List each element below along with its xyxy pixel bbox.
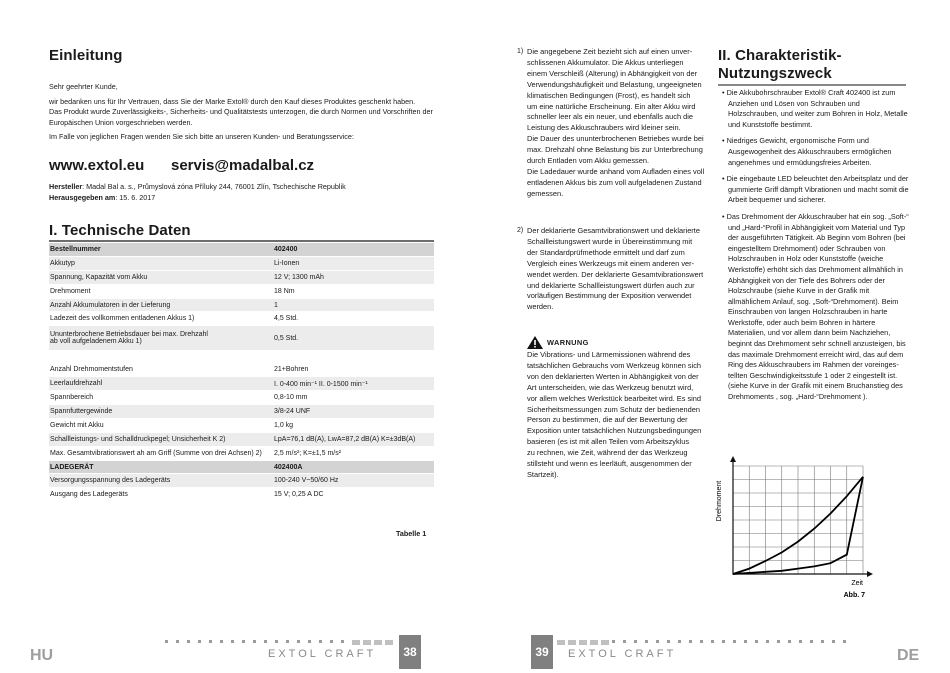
footer-dot bbox=[220, 640, 223, 643]
table-caption: Tabelle 1 bbox=[396, 529, 427, 538]
warning-heading bbox=[527, 336, 589, 349]
spec-value: 12 V; 1300 mAh bbox=[273, 270, 434, 284]
footer-dots bbox=[557, 640, 857, 646]
text-line: durch Entladen vom Akku gemessen. bbox=[527, 156, 650, 166]
footer-dot bbox=[253, 640, 256, 643]
bullet-item: • Niedriges Gewicht, ergonomische Form und Ausgewogenheit des Akkuschraubers ermöglichen angenehmes und ermüdungsfreies Arbeiten. bbox=[722, 136, 892, 167]
footer-dot bbox=[308, 640, 311, 643]
footer-dot bbox=[187, 640, 190, 643]
section-title-line: Nutzungszweck bbox=[718, 65, 832, 82]
footer-dot bbox=[275, 640, 278, 643]
spec-row bbox=[49, 418, 434, 432]
spec-value: 100-240 V~50/60 Hz bbox=[273, 474, 434, 488]
spec-value: 3/8-24 UNF bbox=[273, 405, 434, 419]
spec-label: Ausgang des Ladegeräts bbox=[49, 488, 273, 502]
text-line: wendet werden. Der deklarierte Gesamtvibrationswert bbox=[527, 269, 704, 279]
spec-value: 4,5 Std. bbox=[273, 312, 434, 326]
spec-label: Ladezeit des vollkommen entladenen Akkus 1) bbox=[49, 312, 273, 326]
footer-dot bbox=[264, 640, 267, 643]
footer-dot bbox=[579, 640, 587, 645]
footer-dot bbox=[590, 640, 598, 645]
spec-label: Akkutyp bbox=[49, 256, 273, 270]
spec-row bbox=[49, 488, 434, 502]
specs-title: I. Technische Daten bbox=[49, 222, 191, 239]
footer-dot bbox=[176, 640, 179, 643]
spec-value: 402400 bbox=[273, 243, 434, 256]
spec-row bbox=[49, 432, 434, 446]
bullet-item: • Die Akkubohrschrauber Extol® Craft 402400 ist zum Anziehen und Lösen von Schrauben und Holzschrauben, und weiter zum Bohren in Holz, Metalle und Kunststoffe bestimmt. bbox=[722, 88, 908, 129]
text-line: schlissenen Akkumulator. Die Akkus unterliegen bbox=[527, 57, 684, 67]
text-line: basieren (es ist mit allen Teilen vom Arbeitszyklus bbox=[527, 437, 690, 447]
intro-line: wir bedanken uns für Ihr Vertrauen, dass Sie der Marke Extol® durch den Kauf dieses Produktes geschenkt haben. bbox=[49, 96, 416, 106]
footer-dot bbox=[209, 640, 212, 643]
spec-value: LpA=76,1 dB(A), LwA=87,2 dB(A) K=±3dB(A) bbox=[273, 432, 434, 446]
footer-dot bbox=[821, 640, 824, 643]
text-line: Person zu bestimmen, die auf der Bewertung der bbox=[527, 415, 688, 425]
spec-row bbox=[49, 312, 434, 326]
spec-value: 0,5 Std. bbox=[273, 326, 434, 351]
spec-label: LADEGERÄT bbox=[49, 460, 273, 474]
chart-axis-arrow bbox=[730, 456, 736, 462]
footer-dot bbox=[843, 640, 846, 643]
chart-xlabel: Zeit bbox=[851, 580, 863, 587]
section-title-line: II. Charakteristik- bbox=[718, 47, 842, 64]
footer-dot bbox=[242, 640, 245, 643]
spec-row bbox=[49, 326, 434, 351]
spec-value bbox=[273, 351, 434, 363]
manufacturer-label: Hersteller bbox=[49, 182, 83, 191]
section-title bbox=[718, 47, 842, 83]
footer-dot bbox=[374, 640, 382, 645]
specs-rule bbox=[49, 240, 434, 242]
text-line: um eine natürliche Erscheinung. Ein alter Akku wird bbox=[527, 101, 696, 111]
footer-dot bbox=[810, 640, 813, 643]
spec-row bbox=[49, 284, 434, 298]
footer-dot bbox=[656, 640, 659, 643]
spec-value: 2,5 m/s²; K=±1,5 m/s² bbox=[273, 446, 434, 460]
footer-dot bbox=[634, 640, 637, 643]
spec-row bbox=[49, 474, 434, 488]
spec-value: Li-Ionen bbox=[273, 256, 434, 270]
footnote2-mark: 2) bbox=[517, 227, 524, 234]
brand-logo: EXTOL CRAFT bbox=[568, 648, 677, 660]
spec-label: Drehmoment bbox=[49, 284, 273, 298]
footer-dot bbox=[722, 640, 725, 643]
chart-axes bbox=[733, 460, 869, 574]
spec-label: Versorgungsspannung des Ladegeräts bbox=[49, 474, 273, 488]
footer-dot bbox=[165, 640, 168, 643]
text-line: Schallleistungswert wurde in Übereinstimmung mit bbox=[527, 236, 693, 246]
footer-dot bbox=[557, 640, 565, 645]
footnote1-mark: 1) bbox=[517, 48, 524, 55]
spec-label: Anzahl Akkumulatoren in der Lieferung bbox=[49, 298, 273, 312]
intro-line: Europäischen Union vorgeschrieben werden. bbox=[49, 117, 193, 127]
footer-dot bbox=[744, 640, 747, 643]
footer-dot bbox=[319, 640, 322, 643]
torque-chart bbox=[713, 456, 893, 601]
footer-dot bbox=[689, 640, 692, 643]
right-page bbox=[475, 0, 950, 673]
published bbox=[49, 193, 155, 204]
footer-dot bbox=[623, 640, 626, 643]
intro-line: Im Falle von jeglichen Fragen wenden Sie sich bitte an unseren Kunden- und Beratungsservice: bbox=[49, 132, 354, 142]
spec-row bbox=[49, 391, 434, 405]
intro-text bbox=[49, 82, 449, 143]
footer-dot bbox=[678, 640, 681, 643]
footer-dot bbox=[766, 640, 769, 643]
text-line: Exposition unter tatsächlichen Nutzungsbedingungen bbox=[527, 426, 702, 436]
spec-label: Anzahl Drehmomentstufen bbox=[49, 363, 273, 377]
footer-dot bbox=[385, 640, 393, 645]
spec-label: Bestellnummer bbox=[49, 243, 273, 256]
spec-row bbox=[49, 446, 434, 460]
text-line: vorläufigen Bestimmung der Exposition verwendet bbox=[527, 291, 692, 301]
language-code: DE bbox=[897, 647, 920, 664]
spec-label: Max. Gesamtvibrationswert ah am Griff (Summe von drei Achsen) 2) bbox=[49, 446, 273, 460]
intro-line: Das Produkt wurde Zuverlässigkeits-, Sicherheits- und Qualitätstests unterzogen, die durch Normen und Vorschriften der bbox=[49, 107, 433, 117]
language-code: HU bbox=[30, 647, 54, 664]
text-line: werden. bbox=[527, 302, 554, 312]
text-line: Vergleich eines Werkzeugs mit einem anderen ver- bbox=[527, 258, 695, 268]
footer-dot bbox=[667, 640, 670, 643]
specs-table bbox=[49, 243, 434, 502]
specs-table-wrap bbox=[49, 243, 434, 502]
manufacturer bbox=[49, 182, 469, 193]
footer-dot bbox=[788, 640, 791, 643]
footer-dot bbox=[198, 640, 201, 643]
published-label: Herausgegeben am bbox=[49, 193, 116, 202]
text-line: Leistung des Akkuschraubers wird kleiner sein. bbox=[527, 123, 681, 133]
footer-dot bbox=[700, 640, 703, 643]
text-line: Startzeit). bbox=[527, 469, 559, 479]
feature-bullets bbox=[718, 88, 910, 409]
spec-label: Ununterbrochene Betriebsdauer bei max. Drehzahl ab voll aufgeladenem Akku 1) bbox=[49, 326, 273, 351]
text-line: klimatischen Bedingungen (Frost), es handelt sich bbox=[527, 90, 691, 100]
page-number: 38 bbox=[399, 635, 421, 669]
spec-value: 1,0 kg bbox=[273, 418, 434, 432]
warning-title: WARNUNG bbox=[547, 338, 589, 347]
section-rule bbox=[718, 84, 906, 86]
footnote2 bbox=[527, 226, 707, 313]
footer-dot bbox=[733, 640, 736, 643]
chart-axis-arrow bbox=[867, 571, 873, 577]
spec-label: Leerlaufdrehzahl bbox=[49, 377, 273, 391]
spec-row bbox=[49, 270, 434, 284]
spec-value: 1 bbox=[273, 298, 434, 312]
footnote1 bbox=[527, 47, 707, 200]
text-line: Art unterscheiden, wie das Werkzeug benutzt wird, bbox=[527, 382, 694, 392]
spec-label: Spannung, Kapazität vom Akku bbox=[49, 270, 273, 284]
footer-dot bbox=[612, 640, 615, 643]
email-link[interactable]: servis@madalbal.cz bbox=[171, 157, 315, 174]
footer-dot bbox=[832, 640, 835, 643]
spec-value: 0,8-10 mm bbox=[273, 391, 434, 405]
footer-dot bbox=[711, 640, 714, 643]
text-line: Der deklarierte Gesamtvibrationswert und deklarierte bbox=[527, 226, 700, 235]
spec-row bbox=[49, 460, 434, 474]
spec-label: Spannbereich bbox=[49, 391, 273, 405]
text-line: vor allem welches Werkstück bearbeitet wird. Es sind bbox=[527, 393, 702, 403]
spec-value: I. 0-400 min⁻¹ II. 0-1500 min⁻¹ bbox=[273, 377, 434, 391]
footer-dot bbox=[352, 640, 360, 645]
text-line: tatsächlichen Gebrauchs vom Werkzeug können sich bbox=[527, 360, 702, 370]
warning-text bbox=[527, 350, 707, 481]
footer-dot bbox=[755, 640, 758, 643]
text-line: zu rechnen, wie Zeit, während der das Werkzeug bbox=[527, 448, 688, 458]
chart-caption: Abb. 7 bbox=[843, 592, 865, 599]
text-line: Die Vibrations- und Lärmemissionen während des bbox=[527, 350, 691, 359]
manufacturer-value: : Madal Bal a. s., Průmyslová zóna Příluky 244, 76001 Zlín, Tschechische Republik bbox=[82, 182, 346, 191]
footer-dot bbox=[231, 640, 234, 643]
brand-logo: EXTOL CRAFT bbox=[268, 648, 377, 660]
footer-dot bbox=[568, 640, 576, 645]
bullet-item: • Das Drehmoment der Akkuschrauber hat ein sog. „Soft-“ und „Hard-“Profil in Abhängigkeit vom Material und Typ der ausgeführten Tätigkeit. Ab Beginn vom Bohren (bei eingestelltem Drehmoment) oder Schrauben von Holzschrauben in Holz oder Kunststoffe (weiche Werkstoffe) erhöht sich das Drehmoment allmählich in Abhängigkeit von der Tiefe des Bohrers oder der Holzschraube (siehe Kurve in der Grafik mit allmählichem Anlauf, sog. „Soft-“Drehmoment). Beim Einschrauben von langen Holzschrauben in harte Werkstoffe, oder auch beim Bohren in härtere Materialien, und vor allem dann beim Nachziehen, beginnt das Drehmoment sehr schnell anzusteigen, bis das maximale Drehmoment erreicht wird, das auf dem Ring des Akkuschraubers im Rahmen der voreinges-tellten Geschwindigkeitsstufe 1 oder 2 eingestellt ist. (siehe Kurve in der Grafik mit einem Bruchanstieg des Drehmoments , sog. „Hard-“Drehmoment ). bbox=[722, 211, 909, 402]
text-line: einem Verschleiß (Alterung) in Abhängigkeit von der bbox=[527, 68, 698, 78]
spec-value: 18 Nm bbox=[273, 284, 434, 298]
text-line: Verwendungshäufigkeit und Belastung, ungeeigneten bbox=[527, 79, 702, 89]
footer-dot bbox=[330, 640, 333, 643]
warning-icon bbox=[527, 336, 543, 349]
footer-dot bbox=[645, 640, 648, 643]
spec-label bbox=[49, 351, 273, 363]
spec-label: Gewicht mit Akku bbox=[49, 418, 273, 432]
spec-label: Spannfuttergewinde bbox=[49, 405, 273, 419]
footer-dot bbox=[799, 640, 802, 643]
published-value: : 15. 6. 2017 bbox=[115, 193, 156, 202]
footer-dot bbox=[363, 640, 371, 645]
spec-value: 15 V; 0,25 A DC bbox=[273, 488, 434, 502]
spec-label: Schallleistungs- und Schalldruckpegel; Unsicherheit K 2) bbox=[49, 432, 273, 446]
text-line: und deklarierte Schallleistungswert dürfen auch zur bbox=[527, 280, 695, 290]
footer-dot bbox=[286, 640, 289, 643]
text-line: von den deklarierten Werten in Abhängigkeit von der bbox=[527, 371, 699, 381]
spec-row bbox=[49, 363, 434, 377]
text-line: gemessen. bbox=[527, 188, 564, 198]
website-link[interactable]: www.extol.eu bbox=[49, 157, 145, 174]
text-line: Die angegebene Zeit bezieht sich auf einen unver- bbox=[527, 47, 693, 56]
footer-dots bbox=[165, 640, 395, 646]
spec-row bbox=[49, 377, 434, 391]
text-line: Die Dauer des ununterbrochenen Betriebes wurde bei bbox=[527, 134, 704, 144]
page-number: 39 bbox=[531, 635, 553, 669]
intro-line: Sehr geehrter Kunde, bbox=[49, 82, 118, 91]
bullet-item: • Die eingebaute LED beleuchtet den Arbeitsplatz und der gummierte Griff dämpft Vibrationen und macht somit die Arbeit bequemer und sicherer. bbox=[722, 174, 909, 205]
footer-dot bbox=[341, 640, 344, 643]
spec-row bbox=[49, 405, 434, 419]
text-line: schneller leer als ein neuer, und ebenfalls auch die bbox=[527, 112, 693, 122]
chart-ylabel: Drehmoment bbox=[716, 480, 723, 522]
footer-dot bbox=[601, 640, 609, 645]
spec-row bbox=[49, 256, 434, 270]
intro-title: Einleitung bbox=[49, 47, 123, 64]
text-line: entladenen Akkus bis zum voll aufgeladenen Zustand bbox=[527, 177, 702, 187]
footer-dot bbox=[297, 640, 300, 643]
spec-row bbox=[49, 351, 434, 363]
spec-row bbox=[49, 243, 434, 256]
text-line: Die Ladedauer wurde anhand vom Aufladen eines voll bbox=[527, 166, 705, 176]
text-line: der Standardprüfmethode ermittelt und darf zum bbox=[527, 247, 685, 257]
footer-dot bbox=[777, 640, 780, 643]
spec-value: 402400A bbox=[273, 460, 434, 474]
spec-value: 21+Bohren bbox=[273, 363, 434, 377]
spec-row bbox=[49, 298, 434, 312]
text-line: stillsteht und wenn es leerläuft, ausgenommen der bbox=[527, 459, 692, 469]
text-line: Sicherheitsmessungen zum Schutz der bedienenden bbox=[527, 404, 700, 414]
text-line: max. Drehzahl ohne Belastung bis zur Unterbrechung bbox=[527, 145, 703, 155]
